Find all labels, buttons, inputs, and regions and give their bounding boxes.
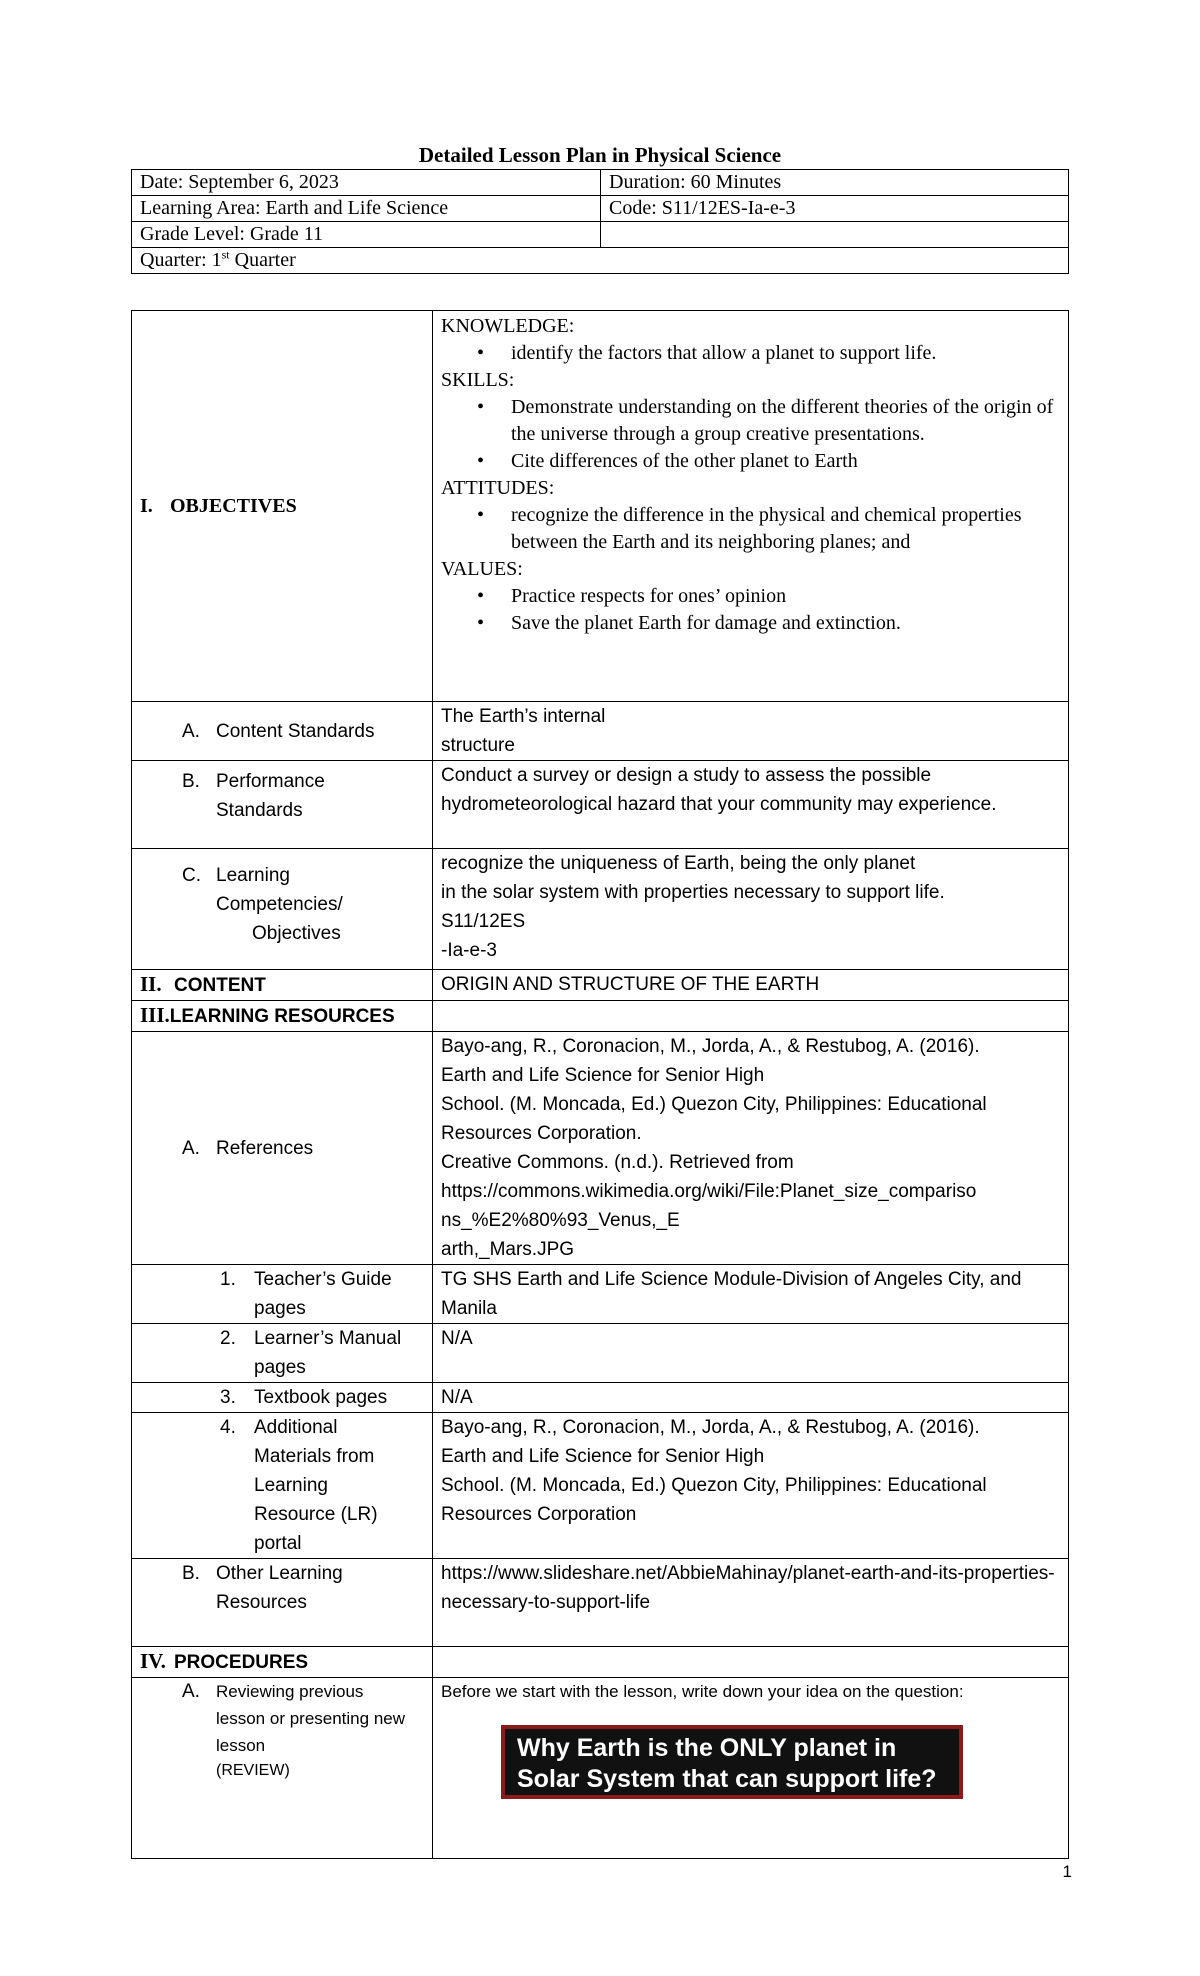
other-resources-row [132,1559,1069,1647]
review-prompt: Before we start with the lesson, write down your idea on the question: [441,1682,964,1701]
references-value-cell: Bayo-ang, R., Coronacion, M., Jorda, A., & Restubog, A. (2016). Earth and Life Science for Senior High School. (M. Moncada, Ed.) Quezon City, Philippines: Educational Resources Corporation. Creative Commons. (n.d.). Retrieved from https://commons.wikimedia.org/wiki/File:Planet_size_compariso ns_%E2%80%93_Venus,_E arth,_Mars.JPG [433,1032,1069,1265]
duration-cell: Duration: 60 Minutes [601,170,1069,196]
lesson-table [131,310,1069,1859]
other-resources-label-cell: B. Other Learning Resources [132,1559,433,1647]
textbook-label-cell: 3. Textbook pages [132,1383,433,1413]
learning-resources-label-cell: III.LEARNING RESOURCES [132,1001,433,1032]
additional-materials-label-cell: 4. Additional Materials from Learning Resource (LR) portal [132,1413,433,1559]
objectives-roman: I. [140,494,153,517]
textbook-row [132,1383,1069,1413]
content-value-cell: ORIGIN AND STRUCTURE OF THE EARTH [433,970,1069,1001]
objectives-label-cell [132,311,433,702]
document-title: Detailed Lesson Plan in Physical Science [418,143,782,167]
content-standards-row [132,702,1069,761]
other-resources-value-cell: https://www.slideshare.net/AbbieMahinay/planet-earth-and-its-properties-necessary-to-support-life [433,1559,1069,1647]
content-standards-value-cell: The Earth’s internal structure [433,702,1069,761]
procedures-label-cell: IV. PROCEDURES [132,1647,433,1678]
learning-resources-value-cell [433,1001,1069,1032]
values-heading: VALUES: [441,558,523,580]
skills-heading: SKILLS: [441,369,515,391]
content-row [132,970,1069,1001]
performance-standards-row [132,761,1069,849]
learning-competencies-label-cell: C. Learning Competencies/ Objectives [132,849,433,970]
list-item: • recognize the difference in the physical and chemical properties between the Earth and its neighboring planes; and [477,504,1022,553]
content-standards-label: Content Standards [216,720,375,742]
learners-manual-row [132,1324,1069,1383]
question-banner: Why Earth is the ONLY planet in Solar System that can support life? [501,1725,963,1799]
page-number: 1 [1062,1862,1072,1881]
performance-standards-label: Performance Standards [216,771,325,821]
teachers-guide-row [132,1265,1069,1324]
list-item: • Demonstrate understanding on the different theories of the origin of the universe through a group creative presentations. [477,396,1054,445]
review-label-cell: A. Reviewing previous lesson or presenting new lesson (REVIEW) [132,1678,433,1859]
objectives-row [132,311,1069,702]
empty-cell [601,222,1069,248]
references-label: References [216,1137,314,1159]
list-item: • Practice respects for ones’ opinion [477,585,787,607]
textbook-value-cell: N/A [433,1383,1069,1413]
review-content-cell [433,1678,1069,1859]
list-item: • Cite differences of the other planet to Earth [477,450,858,472]
values-list [441,583,1060,637]
learning-competencies-row [132,849,1069,970]
list-item: • identify the factors that allow a planet to support life. [477,342,937,364]
learning-competencies-value-cell: recognize the uniqueness of Earth, being the only planet in the solar system with properties necessary to support life. S11/12ES -Ia-e-3 [433,849,1069,970]
date-cell: Date: September 6, 2023 [132,170,601,196]
additional-materials-value-cell: Bayo-ang, R., Coronacion, M., Jorda, A., & Restubog, A. (2016). Earth and Life Science for Senior High School. (M. Moncada, Ed.) Quezon City, Philippines: Educational Resources Corporation [433,1413,1069,1559]
content-label-cell: II. CONTENT [132,970,433,1001]
skills-list [441,394,1060,475]
attitudes-heading: ATTITUDES: [441,477,555,499]
knowledge-heading: KNOWLEDGE: [441,315,575,337]
learners-manual-value-cell: N/A [433,1324,1069,1383]
header-table [131,169,1069,274]
content-standards-label-cell: A. Content Standards [132,702,433,761]
performance-standards-value-cell: Conduct a survey or design a study to assess the possible hydrometeorological hazard that your community may experience. [433,761,1069,849]
references-label-cell: A. References [132,1032,433,1265]
quarter-cell: Quarter: 1st Quarter [132,248,1069,274]
procedures-value-cell [433,1647,1069,1678]
code-cell: Code: S11/12ES-Ia-e-3 [601,196,1069,222]
objectives-content-cell [433,311,1069,702]
learners-manual-label-cell: 2. Learner’s Manual pages [132,1324,433,1383]
review-row [132,1678,1069,1859]
performance-standards-label-cell: B. Performance Standards [132,761,433,849]
teachers-guide-label-cell: 1. Teacher’s Guide pages [132,1265,433,1324]
attitudes-list [441,502,1060,556]
procedures-row [132,1647,1069,1678]
objectives-label: OBJECTIVES [170,494,297,517]
knowledge-list [441,340,1060,367]
grade-level-cell: Grade Level: Grade 11 [132,222,601,248]
teachers-guide-value-cell: TG SHS Earth and Life Science Module-Division of Angeles City, and Manila [433,1265,1069,1324]
references-row [132,1032,1069,1265]
additional-materials-row [132,1413,1069,1559]
learning-area-cell: Learning Area: Earth and Life Science [132,196,601,222]
list-item: • Save the planet Earth for damage and extinction. [477,612,901,634]
learning-resources-row [132,1001,1069,1032]
